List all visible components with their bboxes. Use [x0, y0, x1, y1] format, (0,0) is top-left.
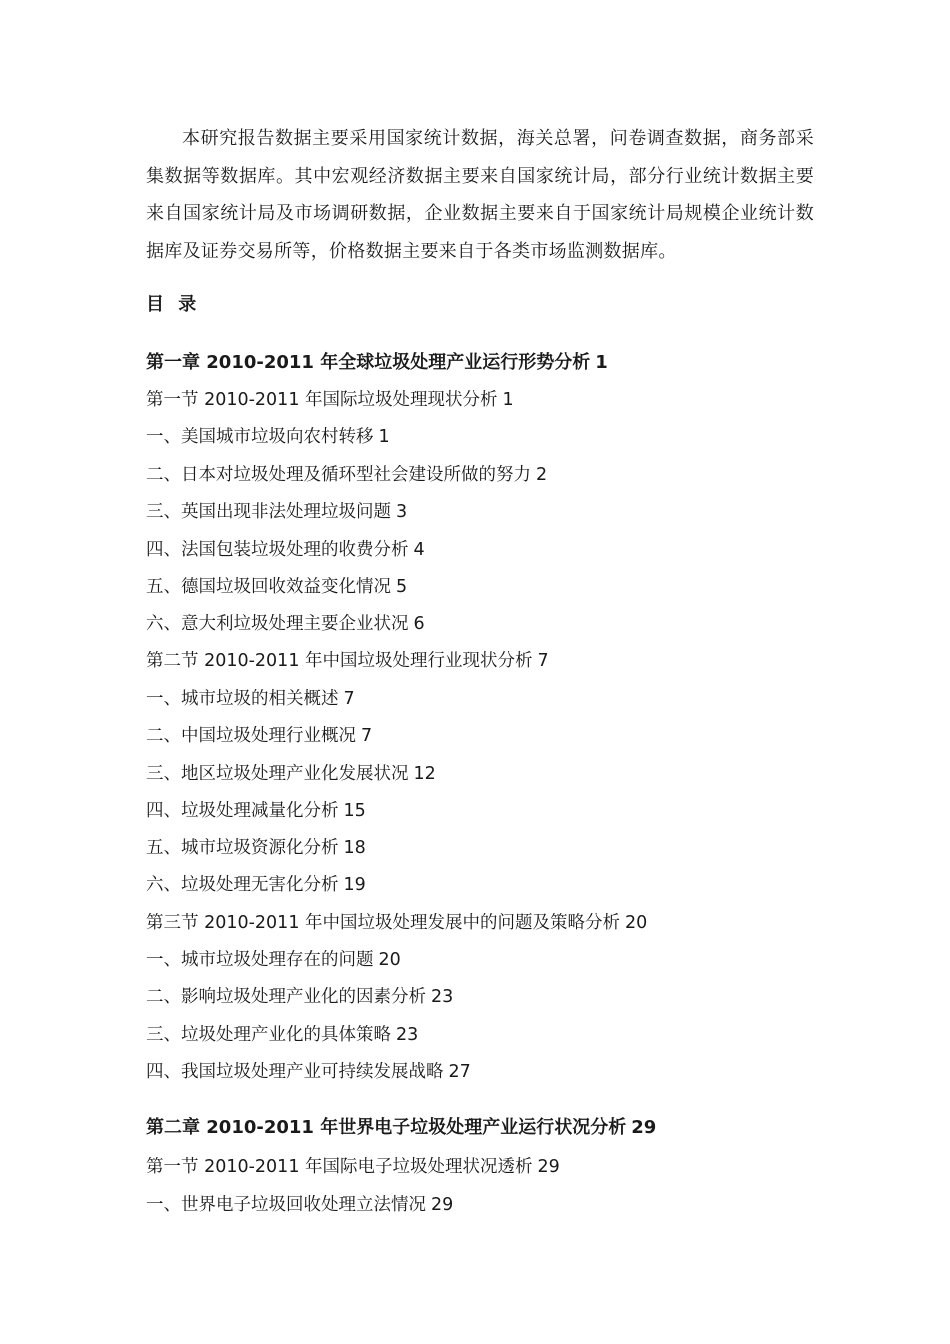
toc-entry-page: 29 — [631, 1117, 657, 1138]
toc-entry-text: 五、德国垃圾回收效益变化情况 — [146, 577, 391, 597]
toc-item-entry — [146, 574, 407, 600]
toc-entry-text: 四、我国垃圾处理产业可持续发展战略 — [146, 1062, 444, 1082]
toc-entry-page: 7 — [361, 726, 373, 746]
toc-chapter-entry — [146, 1115, 656, 1141]
toc-entry-text: 三、地区垃圾处理产业化发展状况 — [146, 764, 409, 784]
toc-entry-text: 四、垃圾处理减量化分析 — [146, 801, 339, 821]
toc-entry-text: 第一节 2010-2011 年国际垃圾处理现状分析 — [146, 390, 498, 410]
toc-item-entry — [146, 835, 366, 861]
toc-section-entry — [146, 1154, 560, 1180]
toc-item-entry — [146, 537, 425, 563]
toc-item-entry — [146, 462, 547, 488]
toc-item-entry — [146, 1192, 453, 1218]
toc-title: 目 录 — [146, 294, 201, 315]
toc-entry-page: 23 — [396, 1025, 419, 1045]
toc-entry-page: 3 — [396, 502, 408, 522]
toc-entry-page: 19 — [343, 875, 366, 895]
toc-item-entry — [146, 1022, 418, 1048]
toc-entry-page: 6 — [413, 614, 425, 634]
toc-item-entry — [146, 761, 436, 787]
toc-entry-page: 20 — [378, 950, 401, 970]
toc-item-entry — [146, 798, 366, 824]
intro-paragraph: 本研究报告数据主要采用国家统计数据，海关总署，问卷调查数据，商务部采集数据等数据库。其中宏观经济数据主要来自国家统计局，部分行业统计数据主要来自国家统计局及市场调研数据，企业数据主要来自于国家统计局规模企业统计数据库及证券交易所等，价格数据主要来自于各类市场监测数据库。 — [146, 128, 814, 262]
toc-entry-page: 1 — [595, 352, 608, 373]
toc-entry-text: 第一章 2010-2011 年全球垃圾处理产业运行形势分析 — [146, 352, 591, 373]
toc-entry-page: 15 — [343, 801, 366, 821]
toc-entry-text: 六、垃圾处理无害化分析 — [146, 875, 339, 895]
toc-section-entry — [146, 387, 514, 413]
toc-item-entry — [146, 499, 407, 525]
toc-entry-text: 一、世界电子垃圾回收处理立法情况 — [146, 1195, 426, 1215]
toc-entry-text: 第一节 2010-2011 年国际电子垃圾处理状况透析 — [146, 1157, 533, 1177]
toc-entry-text: 二、中国垃圾处理行业概况 — [146, 726, 356, 746]
toc-entry-text: 一、城市垃圾处理存在的问题 — [146, 950, 374, 970]
toc-entry-text: 三、英国出现非法处理垃圾问题 — [146, 502, 391, 522]
toc-item-entry — [146, 947, 401, 973]
toc-entry-text: 第三节 2010-2011 年中国垃圾处理发展中的问题及策略分析 — [146, 913, 621, 933]
toc-entry-text: 四、法国包装垃圾处理的收费分析 — [146, 540, 409, 560]
toc-entry-page: 1 — [378, 427, 390, 447]
toc-entry-text: 二、日本对垃圾处理及循环型社会建设所做的努力 — [146, 465, 531, 485]
toc-entry-page: 2 — [536, 465, 548, 485]
toc-section-entry — [146, 648, 549, 674]
toc-item-entry — [146, 424, 390, 450]
toc-entry-page: 20 — [625, 913, 648, 933]
toc-item-entry — [146, 723, 372, 749]
toc-item-entry — [146, 686, 355, 712]
toc-entry-text: 五、城市垃圾资源化分析 — [146, 838, 339, 858]
toc-entry-page: 7 — [537, 651, 549, 671]
toc-entry-page: 12 — [413, 764, 436, 784]
toc-entry-page: 23 — [431, 987, 454, 1007]
toc-entry-text: 三、垃圾处理产业化的具体策略 — [146, 1025, 391, 1045]
toc-entry-text: 六、意大利垃圾处理主要企业状况 — [146, 614, 409, 634]
toc-entry-text: 第二节 2010-2011 年中国垃圾处理行业现状分析 — [146, 651, 533, 671]
toc-item-entry — [146, 872, 366, 898]
toc-entry-text: 第二章 2010-2011 年世界电子垃圾处理产业运行状况分析 — [146, 1117, 627, 1138]
toc-entry-page: 29 — [537, 1157, 560, 1177]
toc-entry-page: 4 — [413, 540, 425, 560]
toc-section-entry — [146, 910, 647, 936]
toc-item-entry — [146, 1059, 471, 1085]
toc-entry-page: 18 — [343, 838, 366, 858]
toc-entry-page: 1 — [502, 390, 514, 410]
toc-entry-text: 二、影响垃圾处理产业化的因素分析 — [146, 987, 426, 1007]
toc-item-entry — [146, 611, 425, 637]
toc-entry-page: 7 — [343, 689, 355, 709]
toc-item-entry — [146, 984, 453, 1010]
toc-entry-text: 一、美国城市垃圾向农村转移 — [146, 427, 374, 447]
toc-entry-text: 一、城市垃圾的相关概述 — [146, 689, 339, 709]
toc-entry-page: 29 — [431, 1195, 454, 1215]
toc-entry-page: 5 — [396, 577, 408, 597]
toc-chapter-entry — [146, 350, 608, 376]
toc-entry-page: 27 — [448, 1062, 471, 1082]
